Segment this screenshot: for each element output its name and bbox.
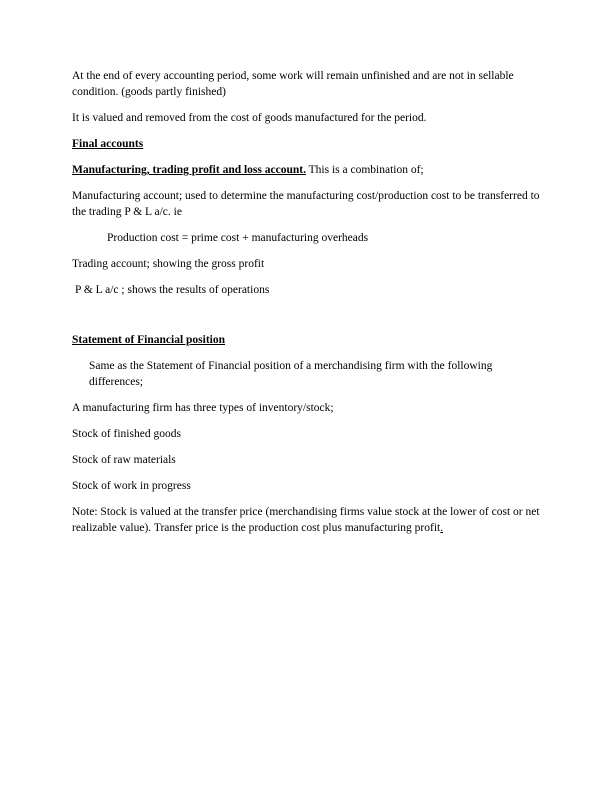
paragraph-manufacturing-account: Manufacturing account; used to determine the manufacturing cost/production cost to be transferred to the trading P & L a/c. ie <box>72 190 540 218</box>
paragraph-note <box>72 504 542 536</box>
list-item-raw-materials: Stock of raw materials <box>72 454 176 466</box>
paragraph-trading-account: Trading account; showing the gross profit <box>72 258 265 270</box>
paragraph-mtpl <box>72 162 542 178</box>
heading-statement-financial-position: Statement of Financial position <box>72 334 226 346</box>
mtpl-description: This is a combination of; <box>305 164 424 176</box>
production-cost-formula: Production cost = prime cost + manufacturing overheads <box>107 232 369 244</box>
note-period: . <box>440 522 444 534</box>
paragraph-sfp-differences: Same as the Statement of Financial position of a merchandising firm with the following differences; <box>89 360 493 388</box>
note-text: Note: Stock is valued at the transfer price (merchandising firms value stock at the lower of cost or net realizable value). Transfer price is the production cost plus manufacturing profit <box>72 506 540 534</box>
list-item-work-in-progress: Stock of work in progress <box>72 480 191 492</box>
heading-mtpl-account: Manufacturing, trading profit and loss account. <box>72 164 306 176</box>
paragraph-pl-account: P & L a/c ; shows the results of operations <box>75 284 270 296</box>
list-item-finished-goods: Stock of finished goods <box>72 428 181 440</box>
paragraph-unfinished-work: At the end of every accounting period, some work will remain unfinished and are not in sellable condition. (goods partly finished) <box>72 70 514 98</box>
heading-final-accounts: Final accounts <box>72 138 144 150</box>
paragraph-valuation: It is valued and removed from the cost of goods manufactured for the period. <box>72 112 427 124</box>
paragraph-inventory-types: A manufacturing firm has three types of inventory/stock; <box>72 402 334 414</box>
document-page <box>72 68 542 546</box>
